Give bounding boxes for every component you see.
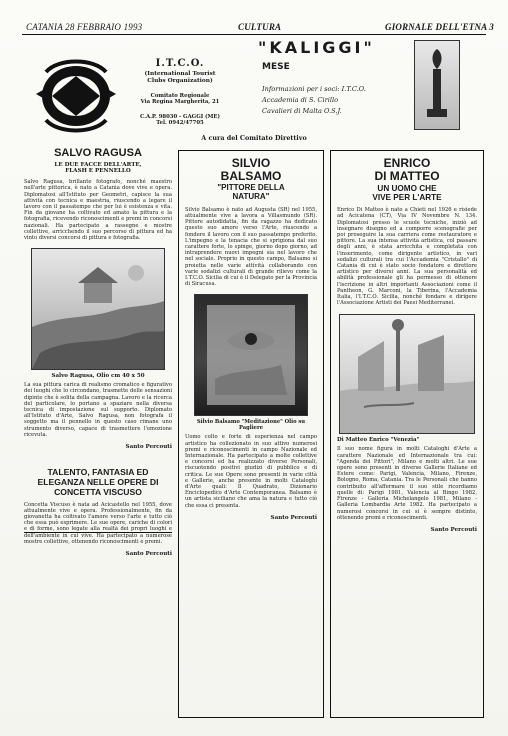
org-committee: Comitato Regionale Via Regina Margherita, 21 <box>140 93 220 106</box>
header-date: CATANIA 28 FEBBRAIO 1993 <box>26 22 143 32</box>
photo-caption: Di Matteo Enrico "Venezia" <box>337 437 420 444</box>
silvio-balsamo-painting <box>194 294 308 416</box>
org-block <box>132 58 228 127</box>
masthead-info-line: Accademia di S. Cirillo <box>262 96 339 104</box>
signature: Santo Percouti <box>125 444 172 450</box>
statue-photo <box>414 40 460 130</box>
masthead-info-line: Cavalieri di Malta O.S.J. <box>262 107 342 115</box>
column-salvo-ragusa <box>24 148 172 720</box>
salvo-ragusa-painting <box>31 248 165 370</box>
masthead-title: "KALIGGI" <box>258 38 375 57</box>
article-body: La sua pittura carica di realismo cromatico e figurativo dei luoghi che lo circondano, trasmette delle sensazioni dipinte che è solita della campagna. Lavoro e la ricerca del particolare, lo portano a spaziare nella diversa tecnica di impostazione sul supporto. Diplomato all'Istituto d'Arte, Salvo Ragusa, non fotografa il soggetto ma il pennello in questo caso rimane uno strumento diverso, capace di trasmettere l'emozione ricevuta. <box>24 382 172 438</box>
signature: Santo Percouti <box>270 514 317 521</box>
section-rule <box>24 532 172 533</box>
article-body: Il suo nome figura in molti Cataloghi d'Arte a carattere Nazionale ed Internazionale tra cui: "Agenda dei Pittori", Milano e molti altri. Le sue opere sono presenti in diverse Gallerie Italiane ed Estere come: Parigi, Valencia, Milano, Firenze, Bologno, Roma, Catania. Tra le Personali che hanno contribuito all'affermare il suo stile ricordiamo quelle di: Parigi 1981, Valencia al Bingo 1982, Firenze - Galleria Michelangelo 1981, Milano - Galleria Lombardia Arte 1982. Ha partecipato a numerosi concorsi in cui si è sempre distinto, ottenendo premi e riconoscimenti. <box>337 446 477 521</box>
itco-logo <box>30 52 122 136</box>
subhead: A cura del Comitato Direttivo <box>201 134 307 142</box>
venice-painting-icon <box>340 315 474 433</box>
column-silvio-balsamo <box>178 150 324 718</box>
masthead-subtitle: MESE <box>262 62 290 72</box>
article-title: SILVIO BALSAMO <box>220 156 282 183</box>
article-title: TALENTO, FANTASIA ED ELEGANZA NELLE OPERE DI CONCETTA VISCUSO <box>37 467 159 497</box>
article-body: Salvo Ragusa, brillante fotografo, nonché maestro nell'arte pittorica, è nato a Catania dove vive e opera. Diplomatosi all'Istituto per Geometri, capisce la sua attività con tecnica e maestria, riuscendo a legare il lavoro con il passatempo che per lui è esistenza e vita. Fin da giovane ha coltivato ed amato la pittura e la fotografia, ricevendo riconoscimenti e premi in concorsi nazionali. Ha partecipato a rassegne e mostre collettive, arricchendo il suo percorso di pittura ed ha vinto diversi concorsi di pittura e fotografia. <box>24 179 172 241</box>
column-enrico-di-matteo <box>330 150 484 718</box>
signature: Santo Percouti <box>125 551 172 558</box>
org-long-name: (International Tourist Clubs Organization) <box>144 71 216 84</box>
signature: Santo Percouti <box>430 526 477 533</box>
article-kicker: LE DUE FACCE DELL'ARTE, FLASH E PENNELLO <box>54 161 142 175</box>
article-kicker: UN UOMO CHE VIVE PER L'ARTE <box>372 184 442 203</box>
meditation-painting-icon <box>195 295 307 415</box>
itco-sicily-emblem-icon <box>30 52 122 136</box>
photo-caption: Salvo Ragusa, Olio cm 40 x 50 <box>51 373 145 380</box>
masthead-info-line: Informazioni per i soci: I.T.C.O. <box>262 85 366 93</box>
masthead-info <box>262 84 366 117</box>
painting-landscape-icon <box>32 249 164 369</box>
header-section: CULTURA <box>238 22 282 32</box>
org-address: C.A.P. 98030 - GAGGI (ME) Tel. 0942/47705 <box>140 113 220 127</box>
org-name: I.T.C.O. <box>155 58 205 69</box>
enrico-di-matteo-painting <box>339 314 475 434</box>
article-title: SALVO RAGUSA <box>54 147 142 159</box>
photo-caption: Silvio Balsamo "Meditazione" Olio su Pagliere <box>196 419 306 432</box>
header-paper-info: GIORNALE DELL'ETNA 3 <box>385 22 495 32</box>
article-title: ENRICO DI MATTEO <box>374 156 440 183</box>
article-body: Silvio Balsamo è nato ad Augusta (SR) nel 1955, attualmente vive a lavora a Villasmundo (SR). Pittore autodidatta, fin da ragazzo ha dedicato questo suo amore verso l'Arte, riuscendo a fondere il lavoro con il suo passatempo preferito. L'impegno e la tenacia che si sprigiona dal suo carattere forte, lo spinge, giorno dopo giorno, ad intraprendere nuovi impegni sia nel lavoro che nel sociale. Proprio in questo campo, Balsamo si proietta nelle varie attività collaborando con varie sodalizi culturali di grande rilievo come la I.T.C.O. Sicilia di cui è il Delegato per la Provincia di Siracusa. <box>185 206 317 288</box>
statue-photo-icon <box>415 41 459 129</box>
article-body: Concetta Viscuso è nata ad Acicastello nel 1955, dove attualmente vive e opera. Professionalmente, fin da giovanetta ha coltivato l'amore verso l'arte e tutto ciò che essa può esprimere. Le sue opere, cariche di colori e di forme, sono legate alla realtà dei propri luoghi e dell'ambiente in cui vive. Ha partecipato a numerose mostre collettive, ottenendo riconoscimenti e premi. <box>24 501 172 545</box>
article-body: Enrico Di Matteo è nato a Chieti nel 1926 e risiede ad Acicatena (CT), Via IV Novembre N. 134. Diplomatosi presso le scuole tecniche, iniziò ad insegnare disegno ed a comporre scenografie per poi proseguire la sua carriera come restauratore e pittore. La sua intensa attività artistica, col passare degli anni, è stata arricchita e completata con l'inserimento, come dirigente artistico, in vari sodalizi culturali tra cui l'Accademia "Cristallo" di Catania di cui è stato socio fondatore e direttore artistico per diversi anni. La sua personalità ed abilità professionale gli ha permesso di ottenere l'iscrizione in altri importanti Associazioni come il Pantheon, G. Marconi, la Tiberina, l'Accademia Italia, l'I.T.C.O. Sicilia, nonché fondare e dirigere l'Associazione Artisti dei Paesi Mediterranei. <box>337 207 477 307</box>
header-rule <box>22 34 486 35</box>
article-body: Uomo colto e forte di esperienza nel campo artistico ha collezionato in suo attivo numerosi premi e riconoscimenti in campo Nazionale ed Internazionale. Ha partecipato a molte collettive e concorsi ed ha realizzato diverse Personali, riscuotendo positivi giudizi di pubblico e di critica. Le sue Opere sono presenti in varie città e Gallerie, anche presente in molti Cataloghi d'Arte quali: Il Quadrato, Dizionario Enciclopedico d'Arte Contemporanea. Balsamo è un artista siciliano che ama la natura e tutto ciò che essa ci presenta. <box>185 434 317 509</box>
article-kicker: "PITTORE DELLA NATURA" <box>217 183 285 201</box>
